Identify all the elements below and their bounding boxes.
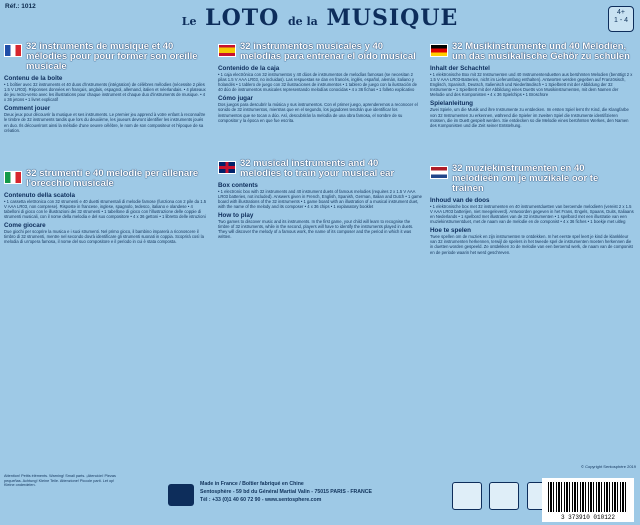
subheading-es-1: Contenido de la caja: [218, 65, 280, 72]
subheading-en-1: Box contents: [218, 181, 258, 189]
copyright: © Copyright Sentosphère 2019: [581, 464, 636, 469]
body-nl-1: • 1 elektronische box met 32 instrumenten en 40 instrumentduetten van beroemde melodieën (vereist 2 x 1.5 V AAA LR03 batterijen, niet meegeleverd). Antwoorden gegeven in het Frans, Engels, Spaans, Duits, Italiaans en Nederlands • 1 spelbord met illustraties van de 32 instrumenten • 1 spelbord met een illustratie van een muziekinstrumentduet, met de naam van de melodie en de componist • 4 x 36 fiches • 1 boekje met uitleg: [430, 203, 634, 225]
subheading-de-2: Spielanleitung: [430, 100, 474, 108]
subheading-fr-2: Comment jouer: [4, 105, 51, 113]
flag-de-icon: [430, 44, 448, 57]
heading-en: 32 musical instruments and 40 melodies to train your musical ear: [218, 159, 422, 179]
section-nl: [430, 164, 634, 255]
barcode-number: 3 373910 010122: [560, 514, 615, 521]
heading-it: 32 strumenti e 40 melodie per allenare l'orecchio musicale: [4, 169, 208, 189]
title-musique: MUSIQUE: [326, 5, 459, 31]
subheading-en-2: How to play: [218, 212, 254, 220]
company-line: Sentosphère - 59 bd du Général Martial Valin - 75015 PARIS - FRANCE: [200, 489, 372, 495]
made-in-label: Made in France / Boîtier fabriqué en Chine: [200, 481, 304, 487]
sentosphere-logo-icon: [168, 484, 194, 506]
small-parts-warning: Attention! Petits éléments. Warning! Small parts. ¡Atención! Piezas pequeñas. Achtung! Kleine Teile. Attenzione! Piccole parti. Let op! Kleine onderdelen.: [4, 474, 116, 488]
flag-es-icon: [218, 44, 236, 57]
age-min: 4+: [617, 9, 625, 16]
column-left: [4, 42, 208, 462]
ce-mark-icon: [452, 482, 482, 510]
subheading-nl-2: Hoe te spelen: [430, 227, 471, 235]
subheading-de-1: Inhalt der Schachtel: [430, 65, 490, 72]
age-badge: [608, 6, 634, 32]
subheading-nl-1: Inhoud van de doos: [430, 196, 490, 204]
page-title: [0, 5, 640, 31]
barcode: [542, 478, 634, 522]
subheading-it-2: Come giocare: [4, 222, 46, 230]
subheading-it-1: Contenuto della scatola: [4, 191, 76, 199]
heading-nl: 32 muziekinstrumenten en 40 melodieën om je muzikale oor te trainen: [430, 164, 634, 194]
body-fr-2: Deux jeux pour découvrir la musique et ses instruments. Le premier jeu apprend à votre enfant à reconnaître le timbre de 32 instruments tandis que lors du deuxième, les joueurs devront identifier les instruments joués en duo. Ils découvriront ainsi la mélodie d'une oeuvre célèbre, le nom de son compositeur et l'époque de sa création.: [4, 112, 206, 133]
body-de-1: • 1 elektronische Box mit 32 Instrumenten und 40 Instrumentenduetten aus berühmten Melodien (benötigt 2 x 1.5 V AAA LR03-Batterien, nicht im Lieferumfang enthalten). Antworten werden gegeben auf Französisch, Englisch, Spanisch, Deutsch, Italienisch und Niederländisch • 1 Spielbrett mit der Abbildung der 32 Instrumente • 1 Spielbrett mit der Abbildung eines Duetts von Musikinstrumenten, mit dem Namen der Melodie und des Komponisten • 4 x 36 Spielchips • 1 Broschüre: [430, 72, 633, 98]
section-it: [4, 169, 208, 245]
flag-uk-icon: [218, 161, 236, 174]
column-right: [430, 42, 634, 462]
barcode-bars-icon: [548, 482, 628, 512]
flag-nl-icon: [430, 166, 448, 179]
company-address: [200, 480, 372, 504]
title-le: Le: [181, 15, 197, 28]
title-bar: [0, 0, 640, 40]
heading-de: 32 Musikinstrumente und 40 Melodien, um das musikalische Gehör zu schulen: [430, 42, 634, 62]
body-nl-2: Twee spellen om de muziek en zijn instrumenten te ontdekken. In het eerste spel leert je kind de klankkleur van 32 instrumenten herkennen, terwijl de spelers in het tweede spel de instrumenten moeten herkennen die in duetten worden gespeeld. Ze ontdekken zo de melodie van een beroemd werk, de naam van de componist en de periode waarin het werd geschreven.: [430, 234, 633, 255]
title-de: de la: [287, 15, 318, 28]
body-es-2: Dos juegos para descubrir la música y sus instrumentos. Con el primer juego, aprenderemos a reconocer el sonido de 32 instrumentos, mientras que en el segundo, los jugadores tendrán que identificar los instrumentos que se tocan a dúo. Así, descubrirán la melodía de una obra famosa, el nombre de su compositor y la época en que fue escrita.: [218, 102, 418, 123]
flag-it-icon: [4, 171, 22, 184]
section-en: [218, 159, 422, 240]
recycle-icon: [489, 482, 519, 510]
body-es-1: • 1 caja electrónica con 32 instrumentos y 40 dúos de instrumentos de melodías famosas (se necesitan 2 pilas 1.5 V AAA LR03, no incluidas). Las respuestas se dan en francés, inglés, español, alemán, italiano y holandés • 1 tablero de juego con 32 ilustraciones de instrumentos • 1 tablero de juego con la ilustración de 40 dúo de instrumentos musicales representando melodías conocidas • 4 x 36 fichas • 1 folleto explicativo: [218, 72, 417, 93]
section-es: [218, 42, 422, 123]
body-it-2: Due giochi per scoprire la musica e i suoi strumenti. Nel primo gioco, il bambino imparerà a riconoscere il timbro di 32 strumenti, mentre nel secondo dovrà identificare gli strumenti suonati in coppia. Scoprirà così la melodia di un'opera famosa, il nome del suo compositore e il periodo in cui è stata composta.: [4, 229, 204, 245]
players-count: 1 - 4: [613, 17, 628, 24]
column-middle: [218, 42, 422, 462]
subheading-fr-1: Contenu de la boîte: [4, 75, 63, 82]
body-en-2: Two games to discover music and its instruments. In the first game, your child will learn to recognise the timbre of 32 instruments, while in the second, players will have to identify the instruments played in duets. They will discover the melody of a famous work, the name of its composer and the period in which it was written.: [218, 219, 414, 240]
subheading-es-2: Cómo jugar: [218, 95, 253, 103]
title-loto: LOTO: [205, 5, 280, 31]
body-de-2: Zwei Spiele, um die Musik und ihre Instrumente zu entdecken. Im ersten Spiel lernt Ihr Kind, die Klangfarbe von 32 Instrumenten zu erkennen, während die Spieler im zweiten Spiel die Instrumente identifizieren müssen, die im Duett gespielt werden. Sie entdecken so die Melodie eines berühmten Werkes, den Namen des Komponisten und die Zeit seiner Entstehung.: [430, 107, 629, 128]
section-fr: [4, 42, 208, 133]
heading-es: 32 instrumentos musicales y 40 melodías para entrenar el oído musical: [218, 42, 422, 62]
flag-fr-icon: [4, 44, 22, 57]
body-it-1: • 1 cassetta elettronica con 32 strumenti e 40 duetti strumentali di melodie famose (funziona con 2 pile da 1.5 V AAA LR03, non comprese). Risposte in francese, inglese, spagnolo, tedesco, italiano e olandese • 4 tabelloni di gioco con le illustrazioni dei 32 strumenti • 1 tabellone di gioco con l'illustrazione delle coppie di strumenti musicali, con il nome della melodia e del suo compositore • 4 x 36 gettoni • 1 libretto delle istruzioni: [4, 198, 207, 220]
body-en-1: • 1 electronic box with 32 instruments and 40 instrument duets of famous melodies (requires 2 x 1.5 V AAA LR03 batteries, not included). Answers given in French, English, Spanish, German, Italian and Dutch • 1 game board with illustrations of the 32 instruments • 1 game board with an illustration of a musical instrument duet, with the name of the melody and its composer • 4 x 36 chips • 1 explanatory booklet: [218, 188, 422, 210]
contact-line: Tél : +33 (0)1 40 60 72 90 - www.sentosphere.com: [200, 497, 322, 503]
heading-fr: 32 instruments de musique et 40 mélodies pour pour former son oreille musicale: [4, 42, 208, 72]
section-de: [430, 42, 634, 128]
body-fr-1: • 1 boîtier avec 32 instruments et 40 duos d'instruments (intégration) de célèbres mélodies (nécessite 2 piles 1.5 V LR03). Réponses données en français, anglais, espagnol, allemand, italien et néerlandais. • 4 plateaux de jeu recto-verso avec les illustrations pour chaque instrument et chaque duo d'instruments de musique. • 4 x 36 jetons • 1 livret explicatif: [4, 82, 206, 103]
reference-number: Réf.: 1012: [5, 3, 36, 10]
